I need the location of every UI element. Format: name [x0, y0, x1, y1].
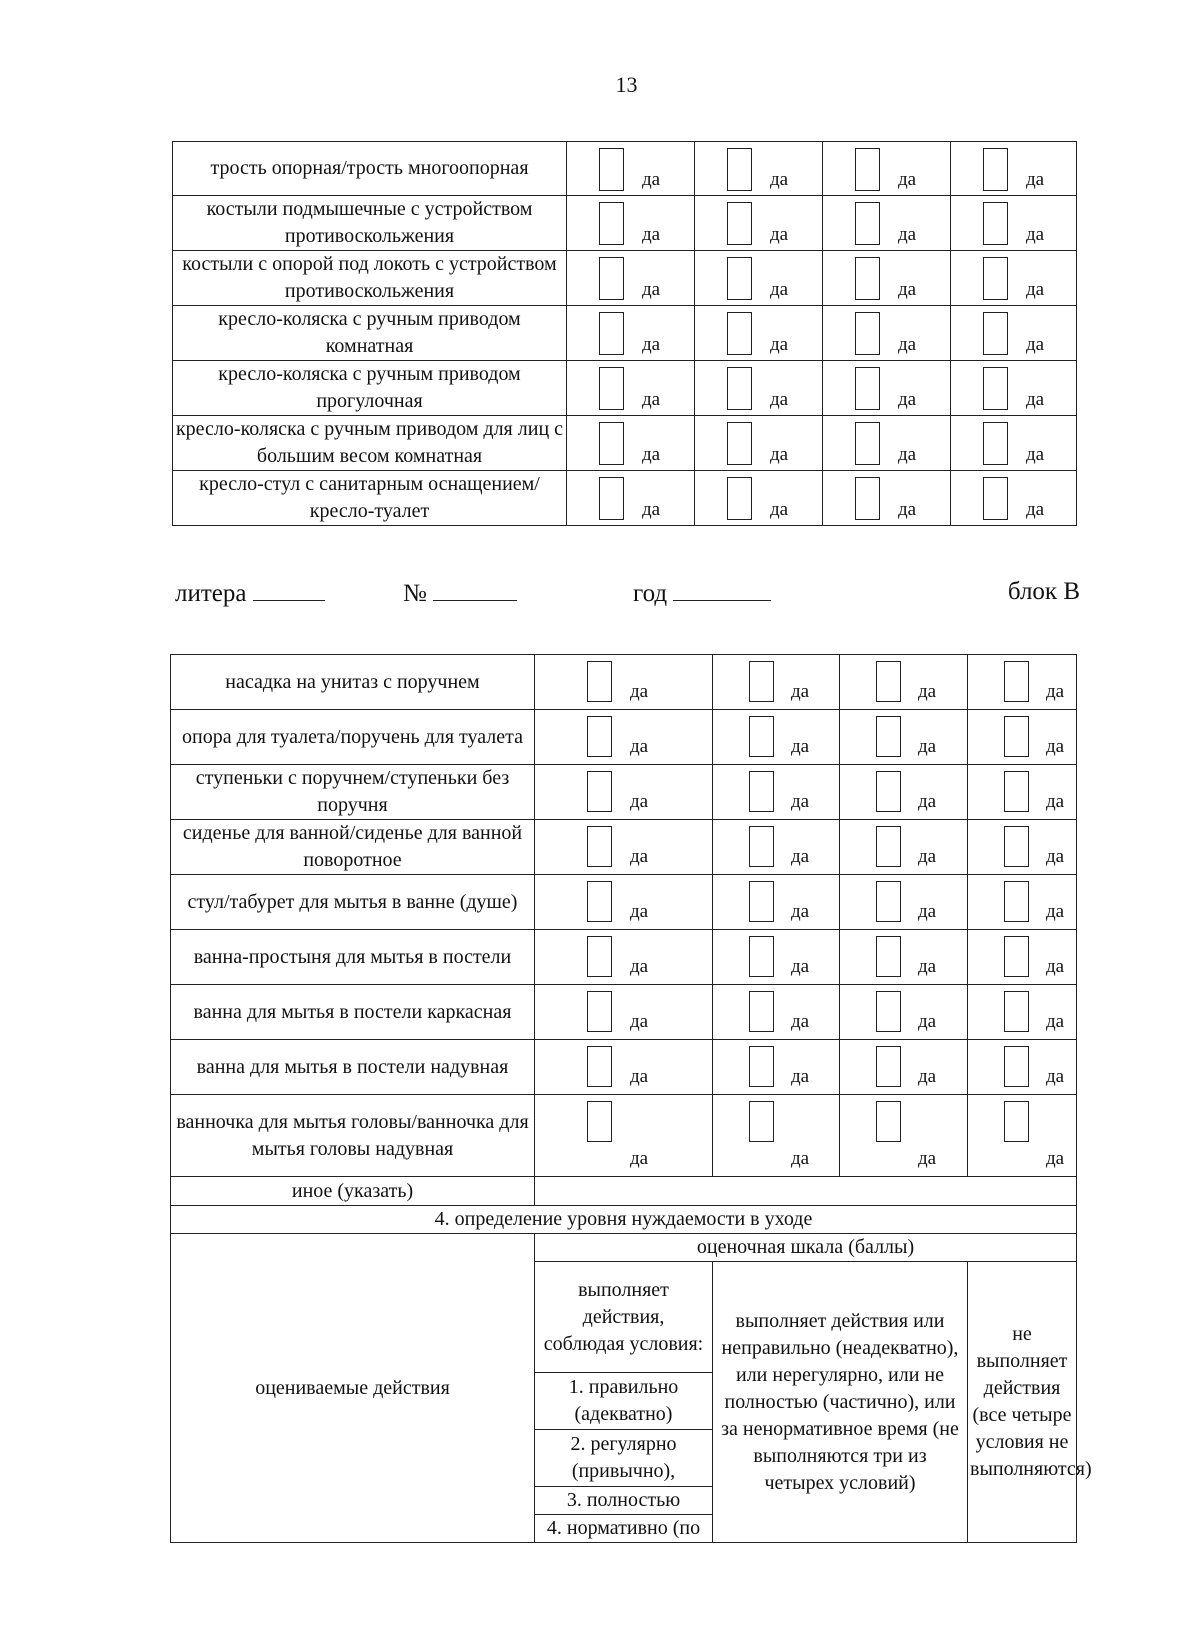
device-name: костыли подмышечные с устройством противоскольжения [173, 196, 567, 251]
yes-label: да [630, 1148, 649, 1169]
yes-option-cell [968, 765, 1077, 820]
yes-label: да [642, 334, 661, 355]
yes-option-cell [535, 985, 713, 1040]
checkbox[interactable] [587, 1046, 612, 1087]
yes-label: да [1026, 499, 1045, 520]
checkbox[interactable] [1004, 826, 1029, 867]
yes-label: да [918, 1148, 937, 1169]
checkbox[interactable] [587, 771, 612, 812]
device-row [171, 875, 1077, 930]
form-header-line [175, 578, 1080, 614]
yes-label: да [898, 224, 917, 245]
device-name: кресло-коляска с ручным приводом комнатная [173, 306, 567, 361]
other-row [171, 1177, 1077, 1206]
yes-option-cell [567, 471, 695, 526]
yes-option-cell [695, 416, 823, 471]
device-row [173, 251, 1077, 306]
yes-label: да [898, 389, 917, 410]
yes-label: да [791, 736, 810, 757]
assistive-devices-table-top [172, 141, 1077, 526]
checkbox[interactable] [1004, 1046, 1029, 1087]
yes-label: да [642, 279, 661, 300]
yes-option-cell [823, 471, 951, 526]
checkbox[interactable] [876, 991, 901, 1032]
yes-option-cell [951, 471, 1077, 526]
checkbox[interactable] [983, 148, 1008, 191]
checkbox[interactable] [749, 881, 774, 922]
yes-option-cell [951, 416, 1077, 471]
yes-option-cell [695, 251, 823, 306]
checkbox[interactable] [855, 257, 880, 300]
other-value-cell[interactable] [535, 1177, 1077, 1206]
yes-label: да [630, 901, 649, 922]
yes-label: да [918, 846, 937, 867]
yes-label: да [630, 1011, 649, 1032]
checkbox[interactable] [983, 367, 1008, 410]
yes-option-cell [840, 985, 968, 1040]
checkbox[interactable] [727, 477, 752, 520]
yes-option-cell [713, 985, 840, 1040]
checkbox[interactable] [876, 881, 901, 922]
scale-col1-item: 3. полностью [535, 1487, 713, 1515]
yes-option-cell [567, 361, 695, 416]
scale-col1-item: 4. нормативно (по [535, 1515, 713, 1543]
yes-option-cell [968, 655, 1077, 710]
yes-label: да [898, 334, 917, 355]
yes-label: да [770, 169, 789, 190]
checkbox[interactable] [599, 422, 624, 465]
checkbox[interactable] [727, 257, 752, 300]
checkbox[interactable] [587, 1101, 612, 1142]
device-row [173, 142, 1077, 196]
device-name: сиденье для ванной/сиденье для ванной поворотное [171, 820, 535, 875]
checkbox[interactable] [855, 202, 880, 245]
device-name: трость опорная/трость многоопорная [173, 142, 567, 196]
yes-label: да [918, 956, 937, 977]
yes-label: да [918, 901, 937, 922]
yes-label: да [630, 1066, 649, 1087]
yes-option-cell [840, 875, 968, 930]
checkbox[interactable] [876, 936, 901, 977]
checkbox[interactable] [749, 771, 774, 812]
yes-option-cell [968, 930, 1077, 985]
litera-field: литера [175, 578, 325, 608]
scale-header-row [171, 1234, 1077, 1262]
yes-label: да [630, 681, 649, 702]
yes-option-cell [840, 710, 968, 765]
scale-col3-text: не выполняет действия (все четыре условия не выполняются) [968, 1262, 1077, 1543]
yes-option-cell [840, 655, 968, 710]
checkbox[interactable] [727, 202, 752, 245]
yes-label: да [791, 791, 810, 812]
yes-option-cell [695, 196, 823, 251]
yes-label: да [791, 901, 810, 922]
yes-option-cell [535, 710, 713, 765]
device-row [173, 471, 1077, 526]
yes-label: да [630, 846, 649, 867]
yes-option-cell [567, 251, 695, 306]
yes-label: да [791, 956, 810, 977]
device-row [173, 196, 1077, 251]
checkbox[interactable] [587, 826, 612, 867]
checkbox[interactable] [876, 661, 901, 702]
yes-label: да [1026, 389, 1045, 410]
yes-label: да [918, 736, 937, 757]
checkbox[interactable] [855, 367, 880, 410]
yes-label: да [791, 1011, 810, 1032]
checkbox[interactable] [1004, 1101, 1029, 1142]
yes-label: да [1046, 846, 1065, 867]
yes-option-cell [535, 1040, 713, 1095]
checkbox[interactable] [876, 716, 901, 757]
yes-option-cell [713, 765, 840, 820]
device-name: костыли с опорой под локоть с устройством противоскольжения [173, 251, 567, 306]
yes-option-cell [567, 196, 695, 251]
yes-label: да [898, 169, 917, 190]
yes-option-cell [713, 1095, 840, 1177]
device-name: кресло-коляска с ручным приводом прогулочная [173, 361, 567, 416]
checkbox[interactable] [587, 991, 612, 1032]
yes-label: да [1046, 1148, 1065, 1169]
yes-option-cell [535, 765, 713, 820]
checkbox[interactable] [749, 826, 774, 867]
yes-label: да [791, 846, 810, 867]
yes-label: да [918, 681, 937, 702]
assessed-actions-label: оцениваемые действия [171, 1234, 535, 1543]
checkbox[interactable] [749, 716, 774, 757]
yes-label: да [770, 499, 789, 520]
checkbox[interactable] [1004, 771, 1029, 812]
checkbox[interactable] [1004, 991, 1029, 1032]
yes-option-cell [968, 1095, 1077, 1177]
yes-option-cell [823, 416, 951, 471]
scale-col2-text: выполняет действия или неправильно (неадекватно), или нерегулярно, или не полностью (частично), или за ненормативное время (не выполняются три из четырех условий) [713, 1262, 968, 1543]
checkbox[interactable] [727, 148, 752, 191]
yes-label: да [918, 1066, 937, 1087]
checkbox[interactable] [599, 257, 624, 300]
checkbox[interactable] [876, 1046, 901, 1087]
yes-option-cell [840, 820, 968, 875]
yes-option-cell [840, 1040, 968, 1095]
yes-label: да [642, 444, 661, 465]
yes-label: да [1046, 956, 1065, 977]
yes-label: да [1046, 1066, 1065, 1087]
checkbox[interactable] [983, 257, 1008, 300]
yes-label: да [642, 169, 661, 190]
yes-option-cell [968, 985, 1077, 1040]
scale-col1-item: 2. регулярно (привычно), [535, 1430, 713, 1487]
yes-option-cell [695, 142, 823, 196]
checkbox[interactable] [599, 477, 624, 520]
year-field: год [633, 578, 771, 608]
yes-option-cell [713, 875, 840, 930]
yes-label: да [791, 1148, 810, 1169]
checkbox[interactable] [1004, 881, 1029, 922]
yes-option-cell [823, 306, 951, 361]
checkbox[interactable] [599, 367, 624, 410]
yes-option-cell [840, 765, 968, 820]
yes-label: да [1026, 334, 1045, 355]
device-row [171, 820, 1077, 875]
yes-option-cell [968, 710, 1077, 765]
checkbox[interactable] [599, 202, 624, 245]
yes-option-cell [535, 655, 713, 710]
yes-label: да [770, 444, 789, 465]
yes-option-cell [968, 1040, 1077, 1095]
yes-option-cell [951, 306, 1077, 361]
yes-option-cell [951, 142, 1077, 196]
checkbox[interactable] [599, 148, 624, 191]
yes-option-cell [968, 820, 1077, 875]
device-name: кресло-стул с санитарным оснащением/кресло-туалет [173, 471, 567, 526]
device-row [171, 1095, 1077, 1177]
yes-label: да [918, 1011, 937, 1032]
device-name: ступеньки с поручнем/ступеньки без поручня [171, 765, 535, 820]
yes-option-cell [535, 875, 713, 930]
checkbox[interactable] [1004, 716, 1029, 757]
device-row [171, 985, 1077, 1040]
yes-label: да [770, 279, 789, 300]
yes-option-cell [535, 820, 713, 875]
checkbox[interactable] [749, 991, 774, 1032]
yes-option-cell [823, 196, 951, 251]
checkbox[interactable] [587, 661, 612, 702]
device-name: ванночка для мытья головы/ванночка для мытья головы надувная [171, 1095, 535, 1177]
yes-option-cell [840, 930, 968, 985]
yes-option-cell [695, 471, 823, 526]
checkbox[interactable] [855, 312, 880, 355]
yes-option-cell [823, 361, 951, 416]
section-title-row [171, 1206, 1077, 1234]
checkbox[interactable] [1004, 661, 1029, 702]
yes-label: да [642, 224, 661, 245]
checkbox[interactable] [983, 202, 1008, 245]
checkbox[interactable] [727, 422, 752, 465]
checkbox[interactable] [983, 477, 1008, 520]
device-row [171, 655, 1077, 710]
scale-col1-item: 1. правильно (адекватно) [535, 1373, 713, 1430]
yes-label: да [898, 444, 917, 465]
device-row [173, 361, 1077, 416]
yes-option-cell [535, 930, 713, 985]
yes-option-cell [713, 1040, 840, 1095]
checkbox[interactable] [727, 312, 752, 355]
checkbox[interactable] [876, 1101, 901, 1142]
device-name: опора для туалета/поручень для туалета [171, 710, 535, 765]
yes-label: да [898, 279, 917, 300]
device-name: стул/табурет для мытья в ванне (душе) [171, 875, 535, 930]
checkbox[interactable] [727, 367, 752, 410]
checkbox[interactable] [749, 661, 774, 702]
device-row [173, 306, 1077, 361]
yes-label: да [1046, 736, 1065, 757]
device-row [171, 1040, 1077, 1095]
yes-option-cell [567, 306, 695, 361]
yes-label: да [1046, 681, 1065, 702]
checkbox[interactable] [749, 936, 774, 977]
device-row [171, 710, 1077, 765]
device-row [173, 416, 1077, 471]
yes-option-cell [968, 875, 1077, 930]
checkbox[interactable] [587, 716, 612, 757]
yes-label: да [770, 389, 789, 410]
yes-option-cell [713, 930, 840, 985]
yes-option-cell [951, 251, 1077, 306]
yes-label: да [1046, 791, 1065, 812]
yes-label: да [630, 736, 649, 757]
yes-label: да [1046, 1011, 1065, 1032]
checkbox[interactable] [876, 826, 901, 867]
yes-label: да [770, 334, 789, 355]
other-label: иное (указать) [171, 1177, 535, 1206]
yes-option-cell [535, 1095, 713, 1177]
checkbox[interactable] [855, 148, 880, 191]
device-name: ванна-простыня для мытья в постели [171, 930, 535, 985]
device-name: ванна для мытья в постели надувная [171, 1040, 535, 1095]
device-name: кресло-коляска с ручным приводом для лиц с большим весом комнатная [173, 416, 567, 471]
yes-option-cell [840, 1095, 968, 1177]
checkbox[interactable] [749, 1046, 774, 1087]
page-number: 13 [615, 72, 638, 97]
yes-option-cell [567, 416, 695, 471]
number-field: № [403, 578, 517, 608]
yes-label: да [1026, 169, 1045, 190]
yes-label: да [1026, 279, 1045, 300]
checkbox[interactable] [749, 1101, 774, 1142]
yes-option-cell [567, 142, 695, 196]
device-row [171, 930, 1077, 985]
yes-label: да [630, 791, 649, 812]
yes-label: да [642, 499, 661, 520]
yes-option-cell [713, 655, 840, 710]
yes-label: да [791, 1066, 810, 1087]
yes-label: да [1026, 224, 1045, 245]
yes-label: да [791, 681, 810, 702]
device-name: ванна для мытья в постели каркасная [171, 985, 535, 1040]
yes-label: да [770, 224, 789, 245]
yes-option-cell [951, 196, 1077, 251]
yes-option-cell [713, 820, 840, 875]
checkbox[interactable] [855, 422, 880, 465]
block-label: блок В [1007, 578, 1080, 605]
yes-label: да [1046, 901, 1065, 922]
yes-option-cell [695, 361, 823, 416]
scale-col1-header: выполняет действия, соблюдая условия: [535, 1262, 713, 1373]
checkbox[interactable] [983, 312, 1008, 355]
checkbox[interactable] [587, 881, 612, 922]
device-row [171, 765, 1077, 820]
yes-label: да [630, 956, 649, 977]
checkbox[interactable] [876, 771, 901, 812]
checkbox[interactable] [1004, 936, 1029, 977]
yes-label: да [642, 389, 661, 410]
section-title: 4. определение уровня нуждаемости в уходе [171, 1206, 1077, 1234]
yes-option-cell [695, 306, 823, 361]
yes-option-cell [951, 361, 1077, 416]
checkbox[interactable] [983, 422, 1008, 465]
yes-option-cell [823, 251, 951, 306]
yes-label: да [1026, 444, 1045, 465]
yes-label: да [918, 791, 937, 812]
yes-option-cell [713, 710, 840, 765]
scale-header: оценочная шкала (баллы) [535, 1234, 1077, 1262]
yes-label: да [898, 499, 917, 520]
checkbox[interactable] [599, 312, 624, 355]
yes-option-cell [823, 142, 951, 196]
checkbox[interactable] [587, 936, 612, 977]
assistive-devices-table-bottom [170, 654, 1092, 1543]
device-name: насадка на унитаз с поручнем [171, 655, 535, 710]
checkbox[interactable] [855, 477, 880, 520]
